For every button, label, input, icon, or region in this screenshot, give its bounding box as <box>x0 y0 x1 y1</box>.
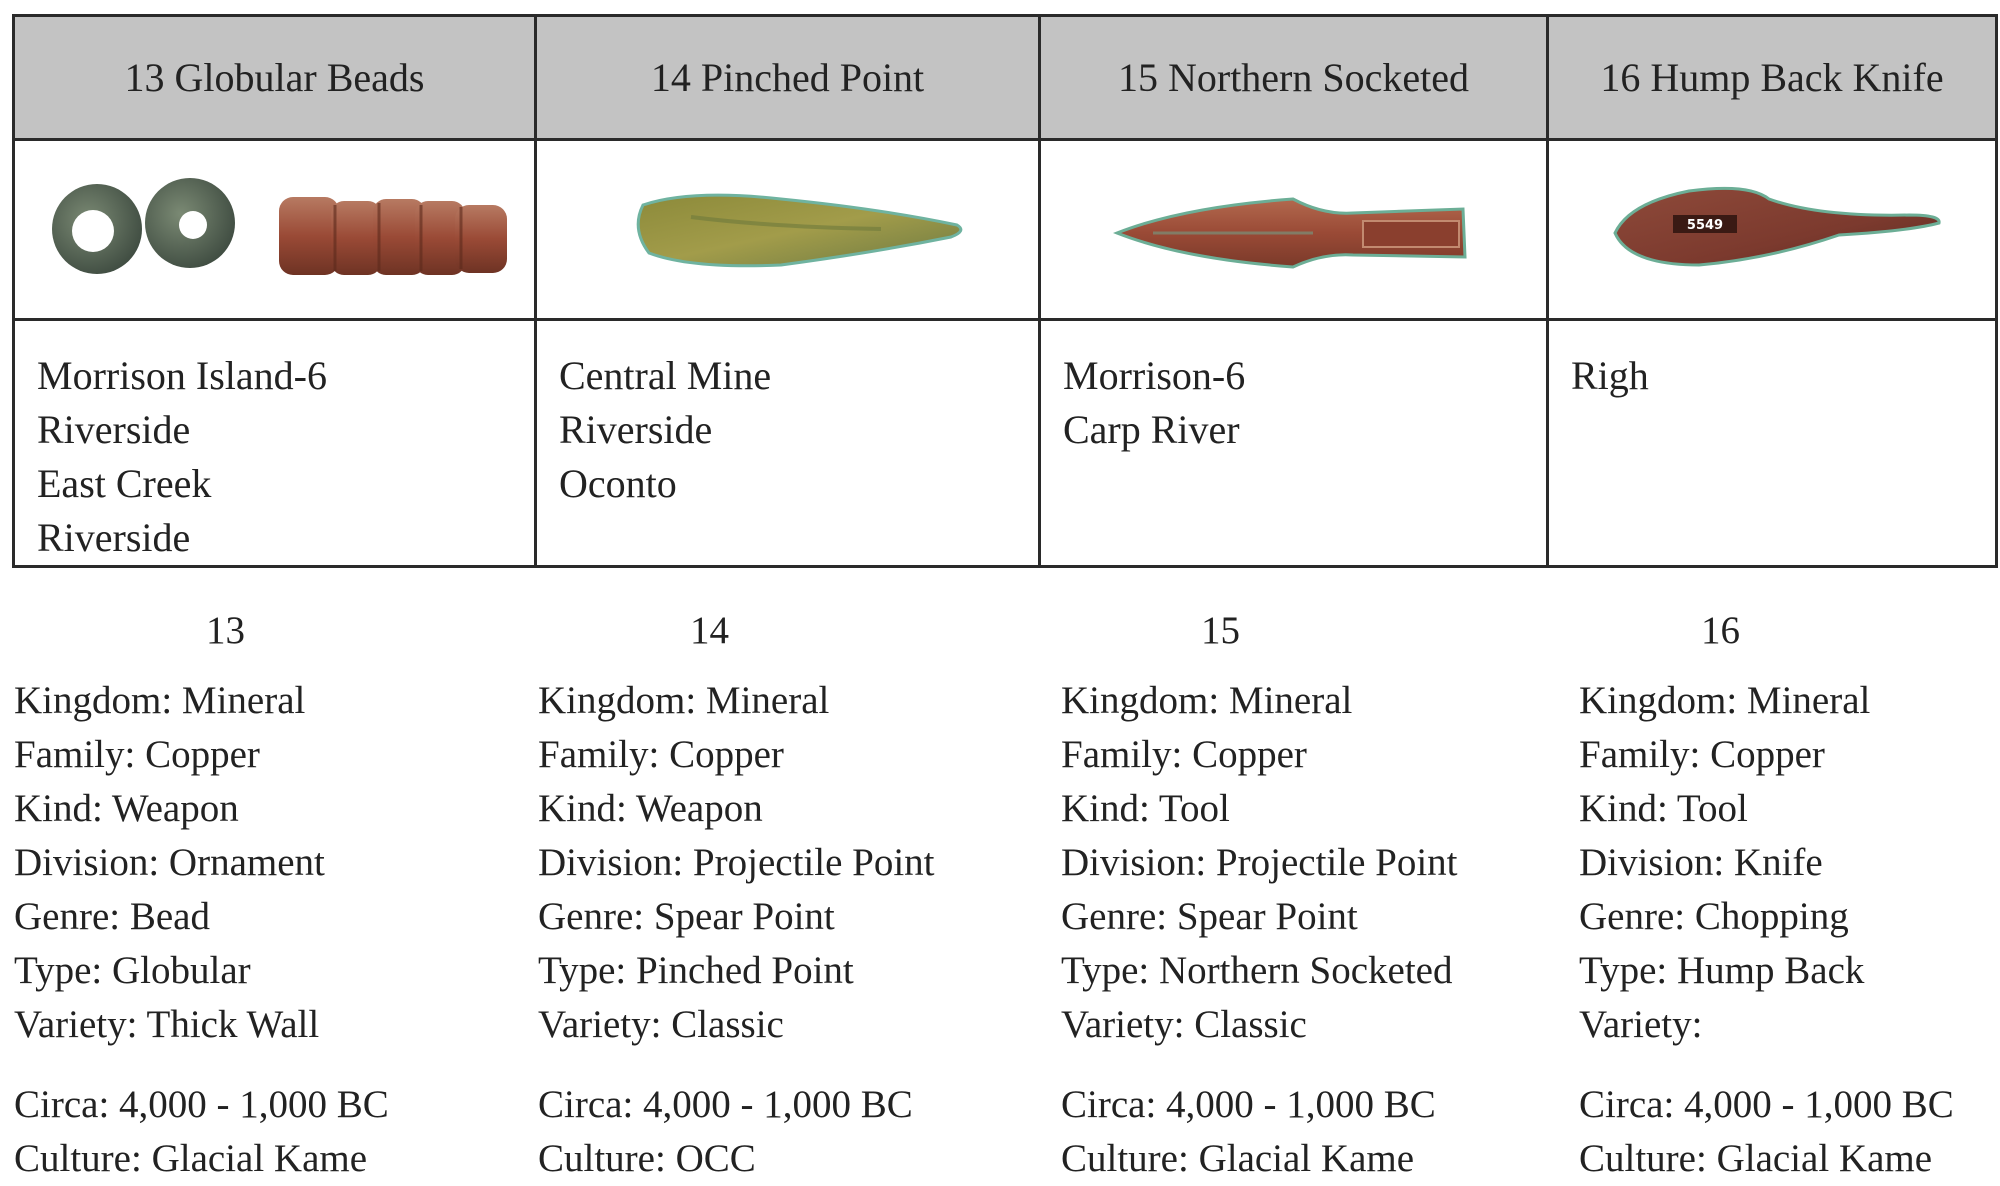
location-cell <box>1038 321 1546 565</box>
header-label: 13 Globular Beads <box>124 55 425 100</box>
image-cell <box>534 141 1038 318</box>
artifact-label-text: 5549 <box>1686 218 1724 233</box>
location-list <box>15 321 534 565</box>
variety-text: Variety: Thick Wall <box>14 1003 320 1046</box>
division-text: Division: Ornament <box>14 841 325 884</box>
kingdom-text: Kingdom: Mineral <box>538 679 830 722</box>
culture-text: Culture: Glacial Kame <box>14 1137 368 1180</box>
northern-socketed-point-image <box>1113 185 1473 281</box>
location-name: Carp River <box>1063 407 1240 452</box>
header-cell <box>15 17 534 138</box>
header-label: 16 Hump Back Knife <box>1600 55 1944 100</box>
globular-beads-image <box>45 177 525 287</box>
location-name: Riverside <box>37 407 191 452</box>
type-text: Type: Northern Socketed <box>1061 949 1453 992</box>
image-cell <box>1546 141 1995 318</box>
artifact-era <box>1061 1078 1436 1186</box>
variety-text: Variety: Classic <box>538 1003 784 1046</box>
culture-text: Culture: Glacial Kame <box>1579 1137 1933 1180</box>
location-name: Morrison-6 <box>1063 353 1246 398</box>
division-text: Division: Projectile Point <box>538 841 935 884</box>
culture-text: Culture: OCC <box>538 1137 756 1180</box>
circa-text: Circa: 4,000 - 1,000 BC <box>14 1083 389 1126</box>
location-name: Central Mine <box>559 353 772 398</box>
location-list <box>1549 321 1995 403</box>
artifact-number: 14 <box>690 609 729 652</box>
header-cell <box>1546 17 1995 138</box>
artifact-era <box>1579 1078 1954 1186</box>
artifact-classification <box>538 674 935 1052</box>
image-cell <box>15 141 534 318</box>
location-name: Riverside <box>37 515 191 560</box>
artifact-era <box>14 1078 389 1186</box>
location-name: Morrison Island-6 <box>37 353 327 398</box>
location-name: Righ <box>1571 353 1649 398</box>
division-text: Division: Knife <box>1579 841 1823 884</box>
header-label: 14 Pinched Point <box>650 55 925 100</box>
family-text: Family: Copper <box>538 733 784 776</box>
location-cell <box>15 321 534 565</box>
artifact-classification <box>14 674 325 1052</box>
circa-text: Circa: 4,000 - 1,000 BC <box>1061 1083 1436 1126</box>
location-cell <box>534 321 1038 565</box>
kind-text: Kind: Tool <box>1579 787 1748 830</box>
type-text: Type: Pinched Point <box>538 949 854 992</box>
kind-text: Kind: Weapon <box>14 787 239 830</box>
kingdom-text: Kingdom: Mineral <box>14 679 306 722</box>
location-cell <box>1546 321 1995 565</box>
hump-back-knife-image <box>1609 181 1945 277</box>
kingdom-text: Kingdom: Mineral <box>1061 679 1353 722</box>
culture-text: Culture: Glacial Kame <box>1061 1137 1415 1180</box>
artifact-number: 15 <box>1201 609 1240 652</box>
artifact-table <box>12 14 1998 568</box>
genre-text: Genre: Spear Point <box>538 895 835 938</box>
family-text: Family: Copper <box>14 733 260 776</box>
location-list <box>537 321 1038 511</box>
artifact-era <box>538 1078 913 1186</box>
genre-text: Genre: Chopping <box>1579 895 1849 938</box>
genre-text: Genre: Bead <box>14 895 210 938</box>
division-text: Division: Projectile Point <box>1061 841 1458 884</box>
kind-text: Kind: Weapon <box>538 787 763 830</box>
location-name: Riverside <box>559 407 713 452</box>
header-cell <box>534 17 1038 138</box>
circa-text: Circa: 4,000 - 1,000 BC <box>1579 1083 1954 1126</box>
family-text: Family: Copper <box>1579 733 1825 776</box>
table-location-row <box>15 321 1995 565</box>
header-cell <box>1038 17 1546 138</box>
type-text: Type: Hump Back <box>1579 949 1865 992</box>
kingdom-text: Kingdom: Mineral <box>1579 679 1871 722</box>
location-name: East Creek <box>37 461 212 506</box>
genre-text: Genre: Spear Point <box>1061 895 1358 938</box>
artifact-classification <box>1579 674 1870 1052</box>
kind-text: Kind: Tool <box>1061 787 1230 830</box>
artifact-number: 13 <box>206 609 245 652</box>
variety-text: Variety: <box>1579 1003 1703 1046</box>
pinched-point-image <box>631 187 967 277</box>
family-text: Family: Copper <box>1061 733 1307 776</box>
type-text: Type: Globular <box>14 949 251 992</box>
variety-text: Variety: Classic <box>1061 1003 1307 1046</box>
location-list <box>1041 321 1546 457</box>
circa-text: Circa: 4,000 - 1,000 BC <box>538 1083 913 1126</box>
image-cell <box>1038 141 1546 318</box>
artifact-classification <box>1061 674 1458 1052</box>
table-image-row <box>15 141 1995 321</box>
artifact-number: 16 <box>1701 609 1740 652</box>
table-header-row <box>15 17 1995 141</box>
location-name: Oconto <box>559 461 677 506</box>
header-label: 15 Northern Socketed <box>1117 55 1469 100</box>
